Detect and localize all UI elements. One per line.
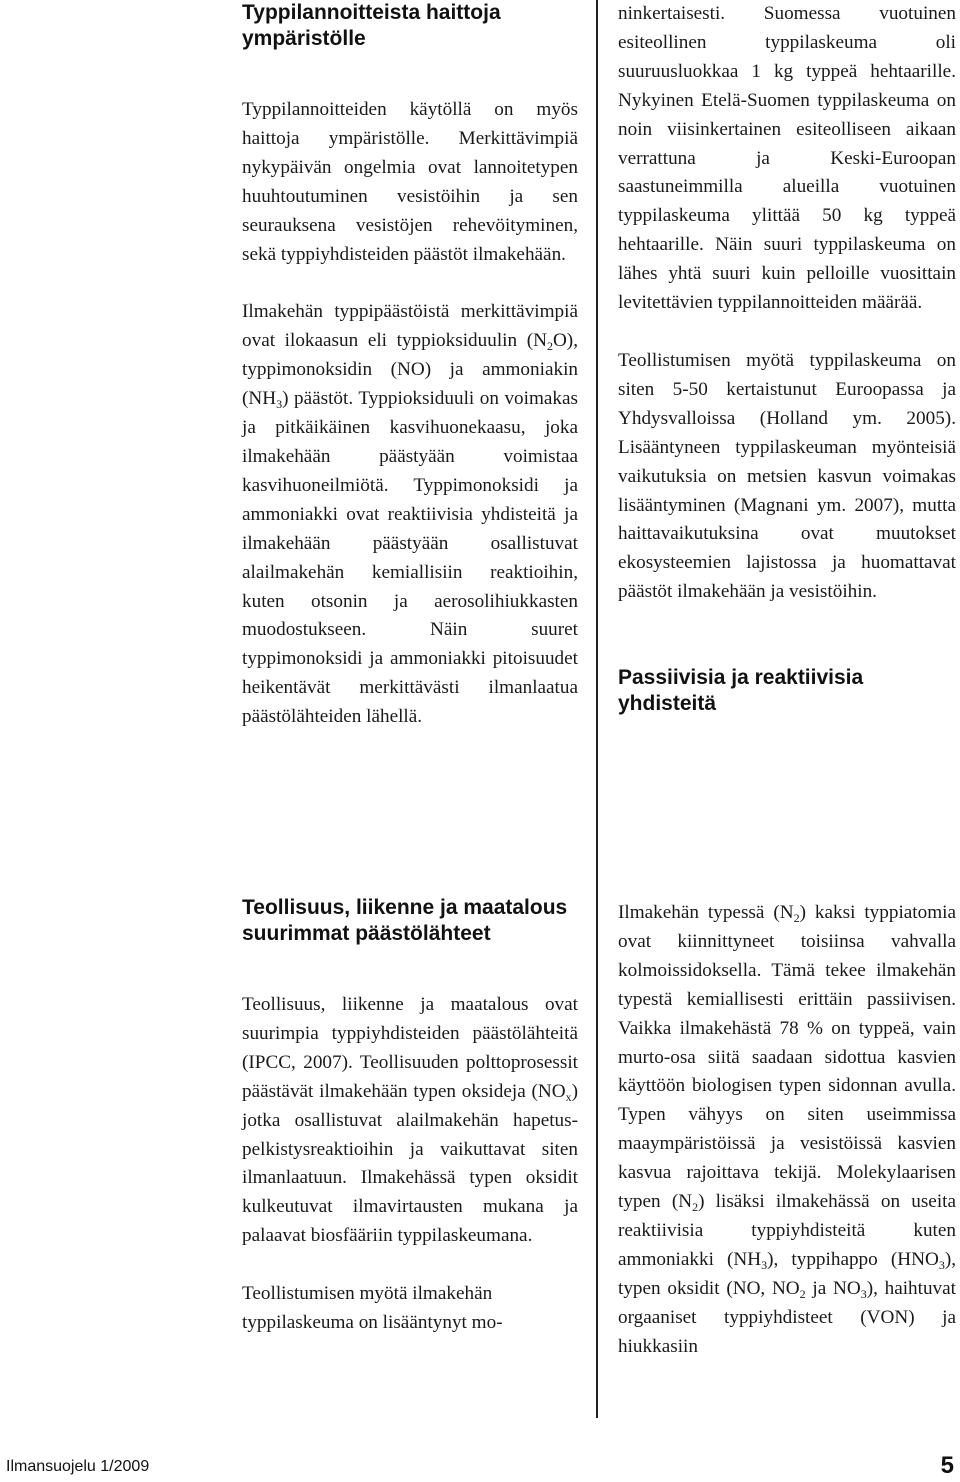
section-heading: Typpilannoitteista haittoja ympäristölle bbox=[242, 1, 501, 50]
section-heading: Teollisuus, liikenne ja maatalous suurimmat päästölähteet bbox=[242, 896, 568, 945]
paragraph: Ilmakehän typessä $(N_2)$ kaksi typpiatomia ovat kiinnittyneet toisiinsa vahvalla kolmoissidoksella. Tämä tekee ilmakehän typestä kemiallisesti erittäin passiivisen. Vaikka ilmakehästä 78 % on typpeä, vain murto-osa siitä saadaan sidottua kasvien käyttöön biologisen typen sidonnan avulla. Typen vähyys on siten useimmissa maaympäristöissä ja vesistöissä kasvien kasvua rajoittava tekijä. Molekylaarisen typen $(N_2)$ lisäksi ilmakehässä on useita reaktiivisia typpiyhdisteitä kuten ammoniakki $(NH_3)$, typpihappo $(HNO_3)$, typen oksidit (NO, $NO_2$ ja $NO_3$), haihtuvat orgaaniset typpiyhdisteet (VON) ja hiukkasiin bbox=[618, 902, 957, 1357]
column-divider bbox=[596, 0, 598, 1418]
left-top-section bbox=[242, 0, 578, 732]
right-bottom-section bbox=[618, 899, 956, 1362]
paragraph: Teollistumisen myötä typpilaskeuma on siten 5-50 kertaistunut Euroopassa ja Yhdysvalloissa (Holland ym. 2005). Lisääntyneen typpilaskeuman myönteisiä vaikutuksia on metsien kasvun voimakas lisääntyminen (Magnani ym. 2007), mutta haittavaikutuksina ovat muutokset ekosysteemien lajistossa ja huomattavat päästöt ilmakehään ja vesistöihin. bbox=[618, 349, 956, 603]
right-top-section bbox=[618, 0, 956, 717]
publication-name: Ilmansuojelu 1/2009 bbox=[6, 1458, 150, 1475]
left-bottom-section bbox=[242, 895, 578, 1338]
paragraph: Teollisuus, liikenne ja maatalous ovat suurimpia typpiyhdisteiden päästölähteitä (IPCC, 2007). Teollisuuden polttoprosessit päästävät ilmakehään typen oksideja $(NO_x)$ jotka osallistuvat alailmakehän hapetus-pelkistysreaktioihin ja vaikuttavat siten ilmanlaatuun. Ilmakehässä typen oksidit kulkeutuvat ilmavirtausten mukana ja palaavat biosfääriin typpilaskeumana. bbox=[242, 994, 578, 1247]
paragraph: Ilmakehän typpipäästöistä merkittävimpiä ovat ilokaasun eli typpioksiduulin $(N_2O)$, typpimonoksidin (NO) ja ammoniakin $(NH_3)$ päästöt. Typpioksiduuli on voimakas ja pitkäikäinen kasvihuonekaasu, joka ilmakehään päästyään voimistaa kasvihuoneilmiötä. Typpimonoksidi ja ammoniakki ovat reaktiivisia yhdisteitä ja ilmakehään päästyään osallistuvat alailmakehän kemiallisiin reaktioihin, kuten otsonin ja aerosolihiukkasten muodostukseen. Näin suuret typpimonoksidi ja ammoniakki pitoisuudet heikentävät merkittävästi ilmanlaatua päästölähteiden lähellä. bbox=[242, 301, 578, 728]
paragraph: Typpilannoitteiden käytöllä on myös haittoja ympäristölle. Merkittävimpiä nykypäivän ongelmia ovat lannoitetypen huuhtoutuminen vesistöihin ja sen seurauksena vesistöjen rehevöityminen, sekä typpiyhdisteiden päästöt ilmakehään. bbox=[242, 99, 578, 265]
paragraph: Teollistumisen myötä ilmakehän typpilaskeuma on lisääntynyt mo- bbox=[242, 1283, 503, 1334]
section-heading: Passiivisia ja reaktiivisia yhdisteitä bbox=[618, 666, 864, 716]
page-number: 5 bbox=[940, 1452, 954, 1479]
paragraph: ninkertaisesti. Suomessa vuotuinen esiteollinen typpilaskeuma oli suuruusluokkaa 1 kg typpeä hehtaarille. Nykyinen Etelä-Suomen typpilaskeuma on noin viisinkertainen esiteolliseen aikaan verrattuna ja Keski-Euroopan saastuneimmilla alueilla vuotuinen typpilaskeuma ylittää 50 kg typpeä hehtaarille. Näin suuri typpilaskeuma on lähes yhtä suuri kuin pelloille vuosittain levitettävien typpilannoitteiden määrää. bbox=[618, 3, 956, 314]
